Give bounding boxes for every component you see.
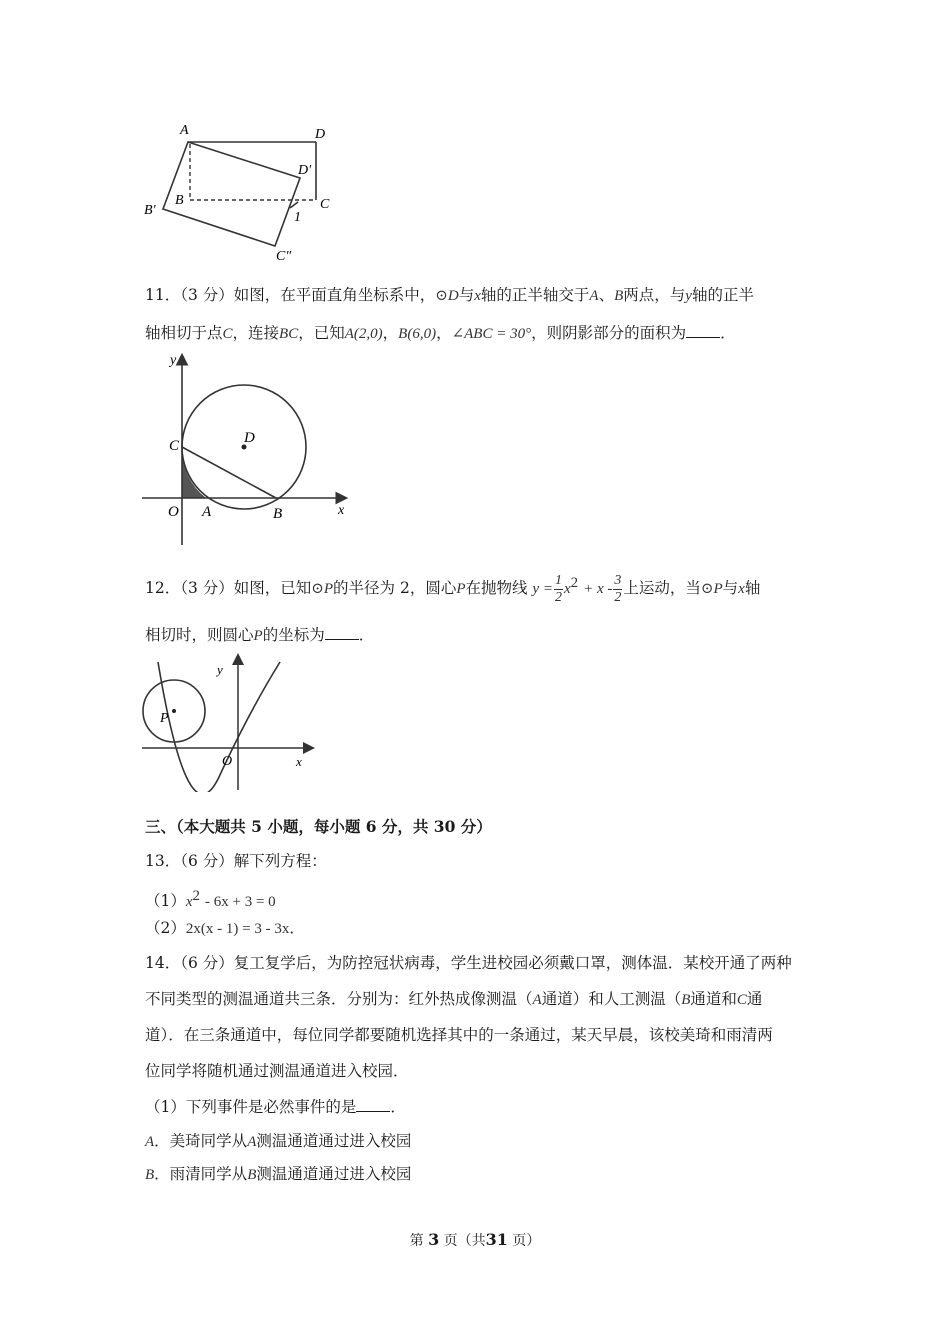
q14-text: 通 bbox=[746, 990, 763, 1008]
q11-text: ． bbox=[720, 324, 736, 342]
math-b-point: B(6,0) bbox=[398, 326, 437, 342]
math-d: D bbox=[447, 288, 459, 304]
math-c: C bbox=[222, 326, 233, 342]
q11-text: ， bbox=[436, 324, 452, 342]
answer-blank bbox=[325, 625, 359, 640]
math-eq-lhs: y = bbox=[532, 581, 553, 598]
q12-text: 的坐标为 bbox=[262, 626, 325, 644]
fig10-label-a: A bbox=[180, 123, 189, 138]
math-equation: 2x(x - 1) = 3 - 3x bbox=[185, 921, 290, 937]
q14-option-a bbox=[145, 1130, 411, 1153]
q13-score: （6 分） bbox=[180, 852, 234, 870]
answer-blank bbox=[686, 323, 720, 338]
math-bc: BC bbox=[279, 326, 299, 342]
q11-text: 轴相切于点 bbox=[145, 324, 223, 342]
math-b: B bbox=[614, 288, 624, 304]
math-x: x bbox=[474, 288, 481, 304]
page-number: 3 bbox=[428, 1230, 440, 1249]
fig12-label-y: y bbox=[217, 662, 223, 677]
q12-text: 相切时，则圆心 bbox=[145, 626, 254, 644]
q13-text: 解下列方程： bbox=[233, 852, 327, 870]
q11-score: （3 分） bbox=[180, 286, 234, 304]
fraction-numerator: 1 bbox=[555, 572, 562, 588]
q11-text: 、 bbox=[598, 286, 615, 304]
q14-text: 测温通道通过进入校园 bbox=[256, 1132, 412, 1150]
q11-line-1 bbox=[145, 284, 754, 307]
fig10-label-dp: D′ bbox=[298, 163, 312, 178]
footer-text: 页（共 bbox=[443, 1233, 486, 1249]
option-letter: A bbox=[145, 1134, 155, 1150]
q14-line-1 bbox=[145, 952, 792, 974]
fig11-label-c: C bbox=[169, 438, 180, 454]
footer-text: 页） bbox=[512, 1233, 541, 1249]
q14-text: 测温通道通过进入校园 bbox=[256, 1165, 412, 1183]
q11-text: ，已知 bbox=[298, 324, 345, 342]
option-letter: B bbox=[145, 1167, 155, 1183]
q12-text: 在抛物线 bbox=[465, 579, 528, 598]
fig10-label-one: 1 bbox=[294, 210, 301, 225]
q11-number: 11． bbox=[145, 286, 181, 304]
q14-line-2 bbox=[145, 988, 762, 1011]
exponent: 2 bbox=[570, 575, 579, 591]
math-p: P bbox=[713, 581, 723, 598]
q13-line bbox=[145, 850, 327, 872]
q13-text: ． bbox=[289, 919, 305, 937]
math-a: A bbox=[532, 992, 542, 1008]
figure-q11 bbox=[140, 350, 360, 550]
circle-symbol: ⊙ bbox=[435, 288, 448, 304]
q14-option-b bbox=[145, 1163, 411, 1186]
q14-text: 位同学将随机通过测温通道进入校园． bbox=[145, 1062, 409, 1080]
q11-text: 两点，与 bbox=[623, 286, 686, 304]
fig10-label-c: C bbox=[320, 197, 330, 212]
math-p: P bbox=[456, 581, 466, 598]
figure-q10 bbox=[140, 118, 340, 268]
q13-part-2 bbox=[145, 917, 305, 940]
math-y: y bbox=[685, 288, 692, 304]
q11-text: ，连接 bbox=[232, 324, 280, 342]
q12-line-1 bbox=[145, 572, 760, 606]
total-pages: 31 bbox=[485, 1230, 508, 1249]
fig11-label-a: A bbox=[202, 504, 212, 520]
q12-text: 的半径为 2，圆心 bbox=[333, 579, 457, 598]
q11-text: ，则阴影部分的面积为 bbox=[531, 324, 687, 342]
fraction-denominator: 2 bbox=[555, 589, 562, 605]
q14-line-3 bbox=[145, 1024, 773, 1046]
fig10-label-cp: C″ bbox=[276, 249, 292, 264]
part-label: （1） bbox=[145, 892, 186, 911]
fig10-label-d: D bbox=[315, 127, 326, 142]
fig11-label-x: x bbox=[338, 503, 345, 518]
fig12-label-o: O bbox=[222, 754, 233, 769]
q14-text: 通道和 bbox=[690, 990, 737, 1008]
q12-text: ． bbox=[358, 626, 375, 644]
math-a-point: A(2,0) bbox=[344, 326, 383, 342]
math-b: B bbox=[681, 992, 691, 1008]
q12-text: 上运动，当 bbox=[623, 579, 701, 598]
q11-text: 轴的正半 bbox=[691, 286, 754, 304]
math-b: B bbox=[247, 1167, 257, 1183]
q14-text: （1）下列事件是必然事件的是 bbox=[145, 1098, 357, 1116]
circle-symbol: ⊙ bbox=[311, 581, 324, 598]
fig10-label-b: B bbox=[175, 193, 184, 208]
q14-text: ．雨清同学从 bbox=[154, 1165, 248, 1183]
q11-text: 如图，在平面直角坐标系中， bbox=[233, 286, 436, 304]
q11-text: 轴的正半轴交于 bbox=[480, 286, 590, 304]
q12-text: 如图，已知 bbox=[233, 579, 312, 598]
fig10-label-bp: B′ bbox=[144, 203, 156, 218]
math-x: x bbox=[564, 581, 571, 598]
q14-text: ． bbox=[390, 1098, 406, 1116]
fig11-label-y: y bbox=[170, 353, 177, 368]
math-p: P bbox=[253, 628, 263, 644]
q12-number: 12． bbox=[145, 579, 181, 598]
math-c: C bbox=[736, 992, 747, 1008]
q12-line-2 bbox=[145, 624, 374, 647]
q14-number: 14． bbox=[145, 954, 181, 972]
q14-line-4 bbox=[145, 1060, 409, 1082]
q14-score: （6 分） bbox=[180, 954, 234, 972]
q11-text: 与 bbox=[458, 286, 475, 304]
figure-q12 bbox=[140, 652, 330, 792]
q12-score: （3 分） bbox=[180, 579, 234, 598]
math-plus-x: + x - bbox=[583, 581, 613, 598]
q13-part-1 bbox=[145, 885, 276, 913]
q13-number: 13． bbox=[145, 852, 181, 870]
q12-text: 与 bbox=[722, 579, 739, 598]
math-x: x bbox=[738, 581, 745, 598]
fraction-denominator: 2 bbox=[614, 589, 622, 605]
q14-text: 道）．在三条通道中，每位同学都要随机选择其中的一条通过，某天早晨，该校美琦和雨清两 bbox=[145, 1026, 773, 1044]
math-a: A bbox=[247, 1134, 257, 1150]
math-p: P bbox=[323, 581, 334, 598]
math-a: A bbox=[589, 288, 599, 304]
math-angle: ∠ABC = 30° bbox=[451, 326, 532, 342]
answer-blank bbox=[356, 1097, 390, 1112]
fig12-label-x: x bbox=[296, 754, 302, 769]
part-label: （2） bbox=[145, 919, 186, 937]
section-3-heading: 三、（本大题共 5 小题，每小题 6 分，共 30 分） bbox=[145, 817, 492, 836]
footer-text: 第 bbox=[409, 1233, 424, 1249]
math-equation: - 6x + 3 = 0 bbox=[204, 894, 276, 911]
circle-symbol: ⊙ bbox=[700, 581, 714, 598]
q14-text: 复工复学后，为防控冠状病毒，学生进校园必须戴口罩，测体温．某校开通了两种 bbox=[233, 954, 792, 972]
fraction-half bbox=[554, 573, 563, 606]
fig11-label-b: B bbox=[273, 506, 283, 522]
fig11-label-o: O bbox=[168, 504, 179, 520]
q11-text: ， bbox=[382, 324, 399, 342]
page-footer bbox=[0, 1230, 950, 1250]
fig11-label-d: D bbox=[244, 430, 255, 446]
fig12-label-p: P bbox=[160, 711, 169, 726]
fraction-three-halves bbox=[613, 573, 622, 606]
q14-text: ．美琦同学从 bbox=[154, 1132, 248, 1150]
exponent: 2 bbox=[192, 888, 201, 904]
q11-line-2 bbox=[145, 322, 736, 345]
q14-text: 不同类型的测温通道共三条．分别为：红外热成像测温（ bbox=[145, 990, 533, 1008]
math-x: x bbox=[185, 894, 193, 911]
fraction-numerator: 3 bbox=[614, 572, 622, 588]
q14-sub-1 bbox=[145, 1096, 406, 1118]
q14-text: 通道）和人工测温（ bbox=[541, 990, 682, 1008]
q12-text: 轴 bbox=[744, 579, 761, 598]
